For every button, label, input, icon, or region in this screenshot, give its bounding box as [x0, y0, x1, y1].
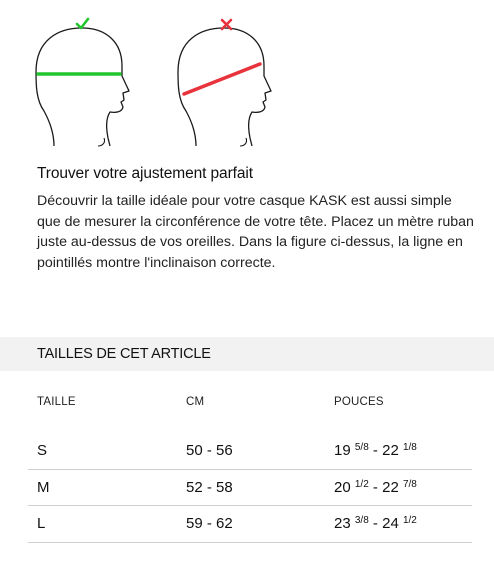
header-size: TAILLE	[37, 396, 76, 408]
size-cm: 50 - 56	[186, 442, 233, 459]
head-fit-illustrations	[0, 0, 494, 160]
fit-guide-description: Découvrir la taille idéale pour votre casque KASK est aussi simple que de mesurer la circonférence de votre tête. Placez un mètre ruban juste au-dessus de vos oreilles. Dans la figure ci-dessus, la ligne en pointillés montre l'inclinaison correcte.	[37, 193, 474, 271]
size-inches: 20 $^{1/2}$ - 22 $^{7/8}$	[334, 478, 417, 496]
size-label: L	[37, 515, 46, 532]
size-label: M	[37, 478, 50, 496]
size-label: S	[37, 442, 48, 459]
size-inches: 23 $^{3/8}$ - 24 $^{1/2}$	[334, 515, 417, 532]
correct-fit-illustration	[30, 14, 134, 150]
size-cm: 59 - 62	[186, 515, 233, 532]
header-inches: POUCES	[334, 396, 384, 408]
head-profile-correct	[30, 14, 134, 150]
size-table	[28, 385, 472, 543]
fit-guide-title: Trouver votre ajustement parfait	[37, 165, 253, 182]
sizes-section-header	[0, 337, 494, 371]
header-cm: CM	[186, 396, 205, 408]
table-row	[28, 470, 472, 507]
size-cm: 52 - 58	[186, 478, 233, 496]
table-row	[28, 433, 472, 470]
incorrect-fit-illustration	[172, 14, 276, 150]
check-icon	[77, 19, 88, 28]
sizes-section-title: TAILLES DE CET ARTICLE	[37, 346, 211, 362]
head-profile-incorrect	[172, 14, 276, 150]
table-row	[28, 506, 472, 543]
size-table-header	[28, 385, 472, 433]
measuring-band-incorrect	[184, 64, 260, 94]
size-inches: 19 $^{5/8}$ - 22 $^{1/8}$	[334, 442, 417, 459]
